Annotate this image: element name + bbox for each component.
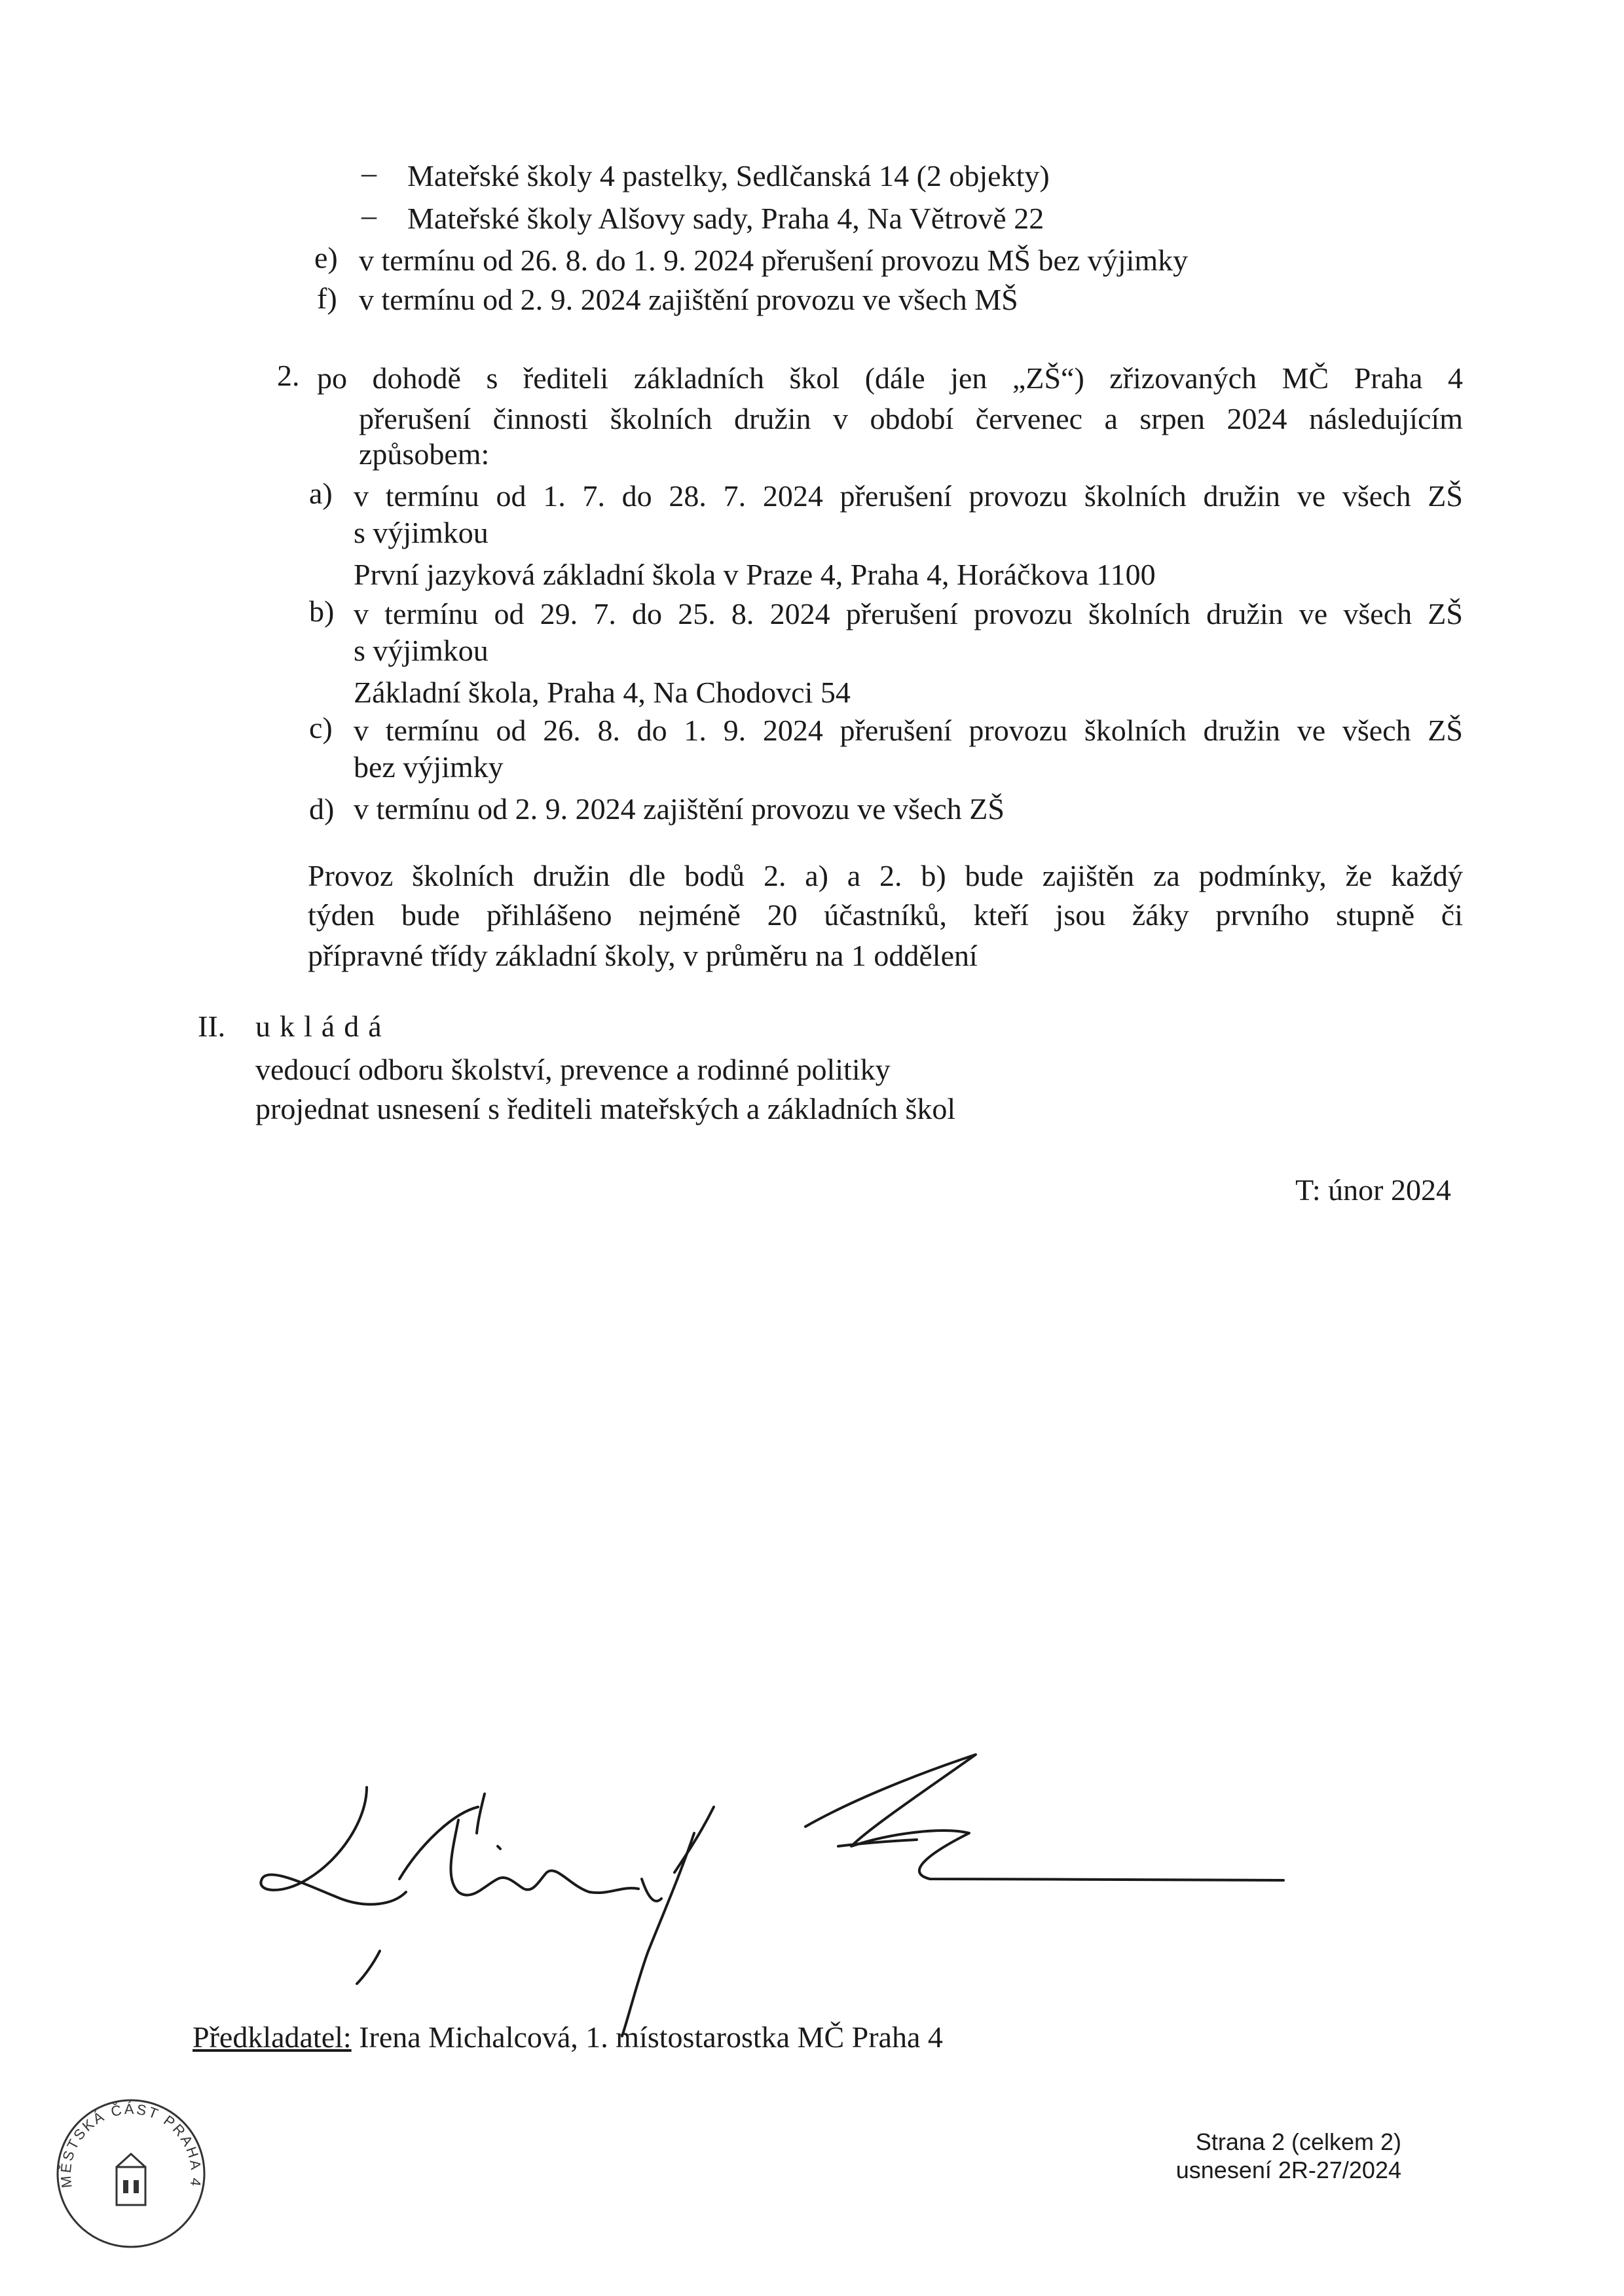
dash-marker-2: – bbox=[361, 198, 377, 232]
item-c-line-2: bez výjimky bbox=[354, 750, 504, 784]
item-b-school: Základní škola, Praha 4, Na Chodovci 54 bbox=[354, 676, 851, 709]
item-marker-b: b) bbox=[309, 594, 335, 628]
item-a-line-2: s výjimkou bbox=[354, 516, 489, 549]
item-marker-c: c) bbox=[309, 711, 333, 744]
item-c-line-1: v termínu od 26. 8. do 1. 9. 2024 přerušení provozu školních družin ve všech ZŠ bbox=[354, 714, 1463, 747]
svg-text:MĚSTSKÁ ČÁST PRAHA 4 bbox=[57, 2101, 204, 2189]
section-ii-line-2: projednat usnesení s řediteli mateřských a základních škol bbox=[255, 1092, 956, 1125]
section-ii-line-1: vedoucí odboru školství, prevence a rodinné politiky bbox=[255, 1053, 891, 1086]
item-marker-e: e) bbox=[314, 241, 338, 274]
item-marker-d: d) bbox=[309, 792, 335, 826]
item-marker-f: f) bbox=[317, 282, 337, 315]
section2-intro-line-3: způsobem: bbox=[359, 437, 490, 471]
section2-number: 2. bbox=[277, 359, 300, 392]
submitter-name: Irena Michalcová, 1. místostarostka MČ Praha 4 bbox=[359, 2020, 943, 2054]
stamp-image bbox=[46, 2088, 216, 2252]
deadline: T: únor 2024 bbox=[1295, 1173, 1451, 1207]
condition-line-3: přípravné třídy základní školy, v průměru na 1 oddělení bbox=[308, 939, 978, 972]
dash-item-2: Mateřské školy Alšovy sady, Praha 4, Na Větrově 22 bbox=[407, 202, 1044, 235]
item-a-school: První jazyková základní škola v Praze 4, Praha 4, Horáčkova 1100 bbox=[354, 558, 1156, 591]
section2-intro-line-1: po dohodě s řediteli základních škol (dále jen „ZŠ“) zřizovaných MČ Praha 4 bbox=[317, 361, 1463, 395]
submitter-label: Předkladatel: bbox=[193, 2020, 352, 2054]
item-marker-a: a) bbox=[309, 477, 333, 510]
section-ii-numeral: II. bbox=[198, 1010, 226, 1043]
section-ii-verb: ukládá bbox=[255, 1010, 391, 1043]
item-d-line-1: v termínu od 2. 9. 2024 zajištění provozu ve všech ZŠ bbox=[354, 792, 1005, 826]
item-a-line-1: v termínu od 1. 7. do 28. 7. 2024 přerušení provozu školních družin ve všech ZŠ bbox=[354, 479, 1463, 513]
item-f-text: v termínu od 2. 9. 2024 zajištění provozu ve všech MŠ bbox=[359, 283, 1018, 316]
item-b-line-2: s výjimkou bbox=[354, 634, 489, 667]
dash-item-1: Mateřské školy 4 pastelky, Sedlčanská 14 (2 objekty) bbox=[407, 159, 1050, 192]
footer-page: Strana 2 (celkem 2) bbox=[1195, 2128, 1401, 2155]
footer-resolution: usnesení 2R-27/2024 bbox=[1175, 2157, 1401, 2184]
section2-intro-line-2: přerušení činnosti školních družin v období červenec a srpen 2024 následujícím bbox=[359, 402, 1463, 435]
item-e-text: v termínu od 26. 8. do 1. 9. 2024 přerušení provozu MŠ bez výjimky bbox=[359, 244, 1189, 277]
dash-marker-1: – bbox=[361, 156, 377, 189]
stamp-text: MĚSTSKÁ ČÁST PRAHA 4 bbox=[57, 2100, 205, 2189]
condition-line-2: týden bude přihlášeno nejméně 20 účastníků, kteří jsou žáky prvního stupně či bbox=[308, 898, 1463, 932]
item-b-line-1: v termínu od 29. 7. do 25. 8. 2024 přerušení provozu školních družin ve všech ZŠ bbox=[354, 597, 1463, 630]
condition-line-1: Provoz školních družin dle bodů 2. a) a 2. b) bude zajištěn za podmínky, že každý bbox=[308, 859, 1463, 892]
